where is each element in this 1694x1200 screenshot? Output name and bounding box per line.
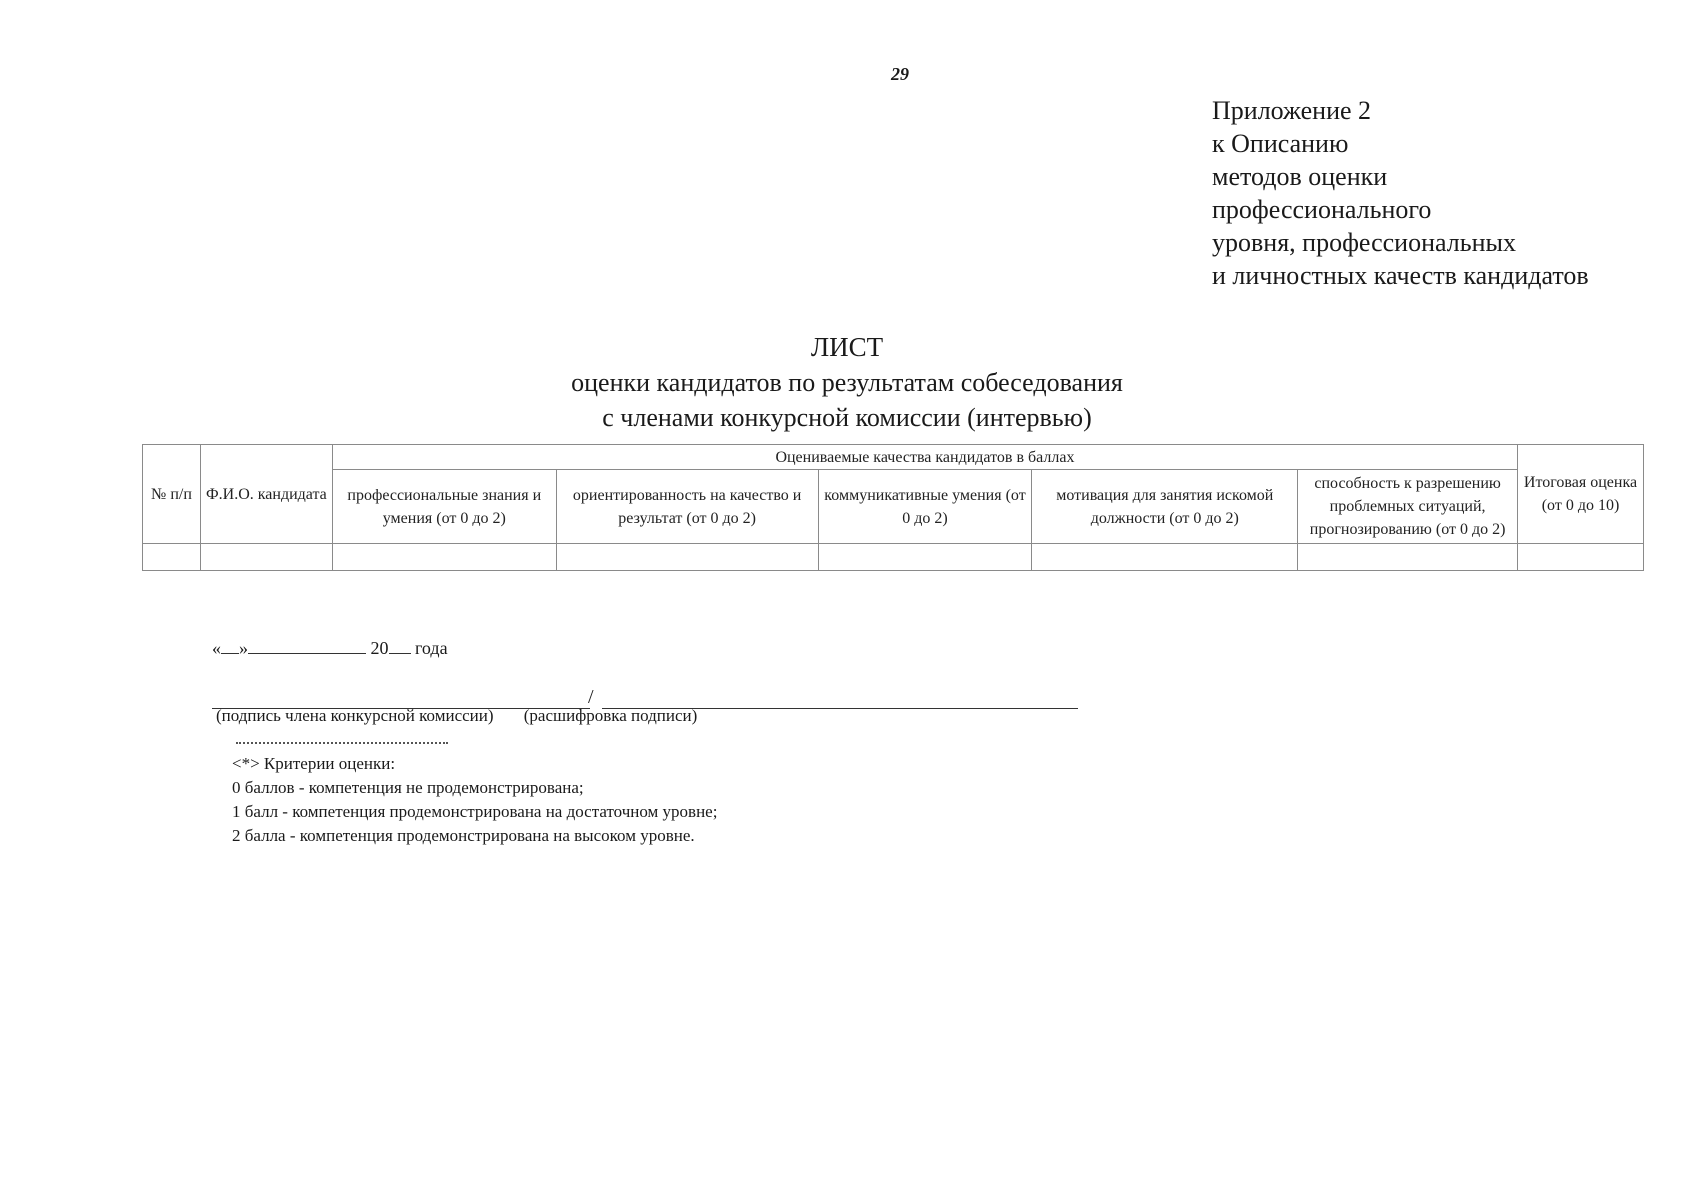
criteria-item: 2 балла - компетенция продемонстрирована на высоком уровне.: [232, 826, 695, 845]
day-blank[interactable]: [221, 653, 239, 654]
appendix-line: и личностных качеств кандидатов: [1212, 261, 1589, 290]
appendix-line: методов оценки: [1212, 162, 1388, 191]
cell-number[interactable]: [143, 544, 201, 571]
header-quality-problem-solving: способность к разрешению проблемных ситуаций, прогнозированию (от 0 до 2): [1298, 470, 1518, 544]
title-line-1: ЛИСТ: [810, 332, 884, 362]
cell-candidate-name[interactable]: [200, 544, 332, 571]
document-title: [0, 330, 1694, 435]
title-line-2: оценки кандидатов по результатам собеседования: [571, 368, 1123, 397]
criteria-heading: <*> Критерии оценки:: [232, 754, 396, 773]
table-row: [143, 544, 1644, 571]
date-line: [212, 638, 448, 659]
cell-score[interactable]: [556, 544, 818, 571]
year-blank[interactable]: [389, 653, 411, 654]
criteria-item: 0 баллов - компетенция не продемонстрирована;: [232, 778, 584, 797]
evaluation-table: [142, 444, 1644, 571]
header-quality-result-orientation: ориентированность на качество и результат (от 0 до 2): [556, 470, 818, 544]
criteria-footnote: [232, 752, 717, 848]
quote-open: «: [212, 638, 221, 658]
title-line-3: с членами конкурсной комиссии (интервью): [602, 403, 1092, 432]
criteria-item: 1 балл - компетенция продемонстрирована на достаточном уровне;: [232, 802, 718, 821]
header-qualities-group: Оцениваемые качества кандидатов в баллах: [332, 445, 1517, 470]
header-quality-knowledge: профессиональные знания и умения (от 0 до 2): [332, 470, 556, 544]
quote-close: »: [239, 638, 248, 658]
month-blank[interactable]: [248, 653, 366, 654]
appendix-line: Приложение 2: [1212, 96, 1372, 125]
footnote-divider: [236, 742, 448, 744]
cell-score[interactable]: [1298, 544, 1518, 571]
appendix-line: к Описанию: [1212, 129, 1349, 158]
signature-decode-caption: (расшифровка подписи): [523, 706, 698, 725]
signature-captions: [216, 706, 697, 726]
appendix-line: профессионального: [1212, 195, 1432, 224]
year-prefix: 20: [370, 638, 389, 658]
page-number: 29: [891, 64, 909, 84]
cell-score[interactable]: [332, 544, 556, 571]
header-candidate-name: Ф.И.О. кандидата: [200, 445, 332, 544]
appendix-line: уровня, профессиональных: [1212, 228, 1516, 257]
header-number: № п/п: [143, 445, 201, 544]
cell-score[interactable]: [1032, 544, 1298, 571]
header-quality-communication: коммуникативные умения (от 0 до 2): [818, 470, 1032, 544]
member-signature-caption: (подпись члена конкурсной комиссии): [216, 706, 494, 725]
header-total-score: Итоговая оценка (от 0 до 10): [1518, 445, 1644, 544]
year-suffix: года: [415, 638, 448, 658]
header-quality-motivation: мотивация для занятия искомой должности (от 0 до 2): [1032, 470, 1298, 544]
cell-score[interactable]: [818, 544, 1032, 571]
appendix-note: [1212, 94, 1589, 292]
signature-separator: /: [588, 686, 594, 708]
cell-total-score[interactable]: [1518, 544, 1644, 571]
